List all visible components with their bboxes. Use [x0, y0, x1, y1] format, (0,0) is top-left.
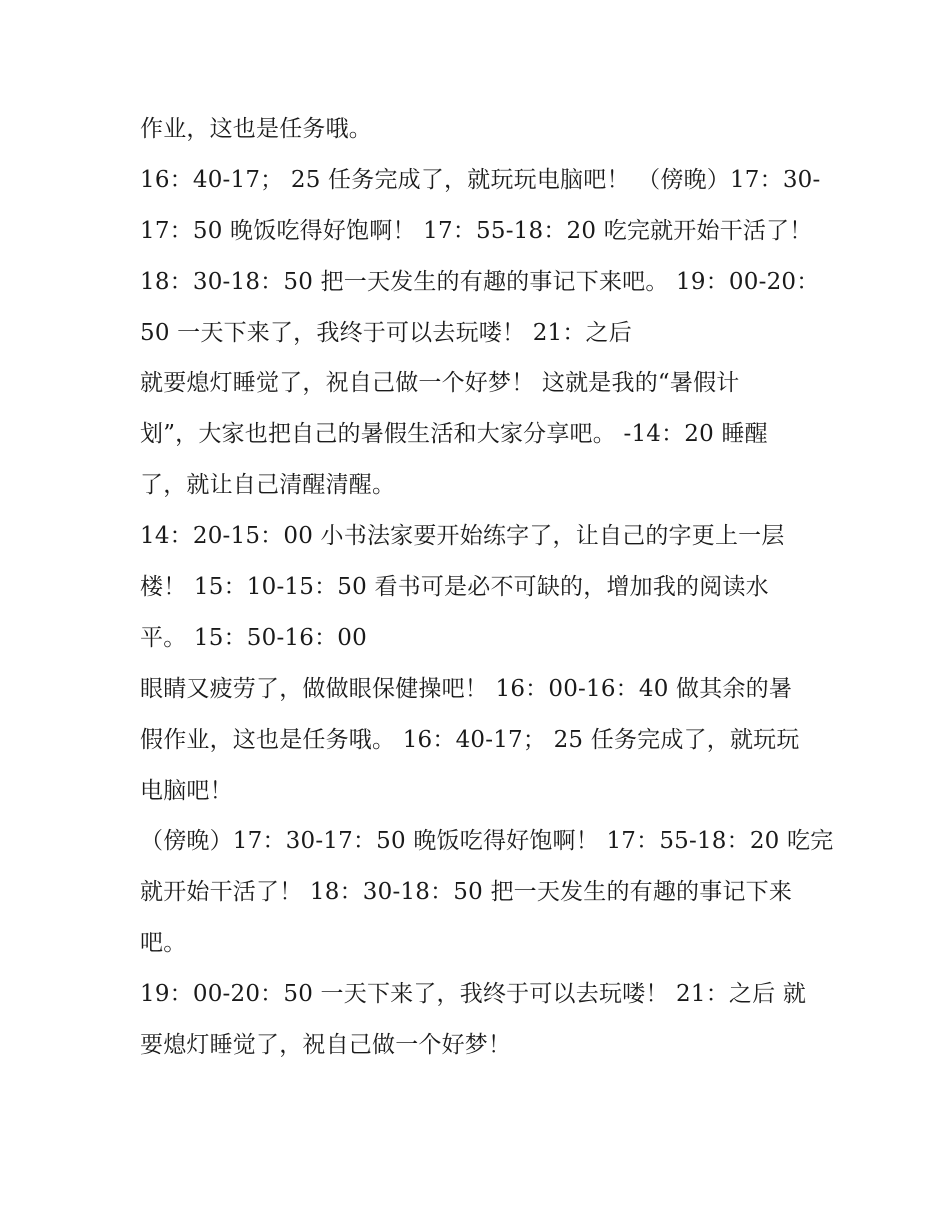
- text-line: 了，就让自己清醒清醒。: [140, 472, 396, 499]
- text-line: 50 一天下来了，我终于可以去玩喽！ 21：之后: [140, 319, 632, 346]
- text-line: 17：50 晚饭吃得好饱啊！ 17：55-18：20 吃完就开始干活了！: [140, 217, 813, 244]
- text-line: 吧。: [140, 930, 187, 957]
- text-line: 要熄灯睡觉了，祝自己做一个好梦！: [140, 1032, 512, 1059]
- text-line: 14：20-15：00 小书法家要开始练字了，让自己的字更上一层: [140, 523, 785, 550]
- text-line: 划”，大家也把自己的暑假生活和大家分享吧。 -14：20 睡醒: [140, 421, 768, 448]
- text-line: 作业，这也是任务哦。: [140, 116, 372, 142]
- text-line: 19：00-20：50 一天下来了，我终于可以去玩喽！ 21：之后 就: [140, 981, 807, 1008]
- text-line: 楼！ 15：10-15：50 看书可是必不可缺的，增加我的阅读水: [140, 574, 769, 601]
- text-line: 平。 15：50-16：00: [140, 624, 367, 651]
- text-line: 18：30-18：50 把一天发生的有趣的事记下来吧。 19：00-20：: [140, 268, 820, 295]
- text-line: 就开始干活了！ 18：30-18：50 把一天发生的有趣的事记下来: [140, 879, 793, 906]
- text-line: 假作业，这也是任务哦。 16：40-17； 25 任务完成了，就玩玩: [140, 726, 800, 753]
- text-line: 就要熄灯睡觉了，祝自己做一个好梦！ 这就是我的“暑假计: [140, 370, 740, 397]
- text-line: （傍晚）17：30-17：50 晚饭吃得好饱啊！ 17：55-18：20 吃完: [140, 828, 834, 855]
- text-line: 眼睛又疲劳了，做做眼保健操吧！ 16：00-16：40 做其余的暑: [140, 675, 793, 702]
- text-line: 16：40-17； 25 任务完成了，就玩玩电脑吧！ （傍晚）17：30-: [140, 166, 821, 193]
- text-line: 电脑吧！: [140, 777, 233, 804]
- document-body: [140, 104, 834, 1071]
